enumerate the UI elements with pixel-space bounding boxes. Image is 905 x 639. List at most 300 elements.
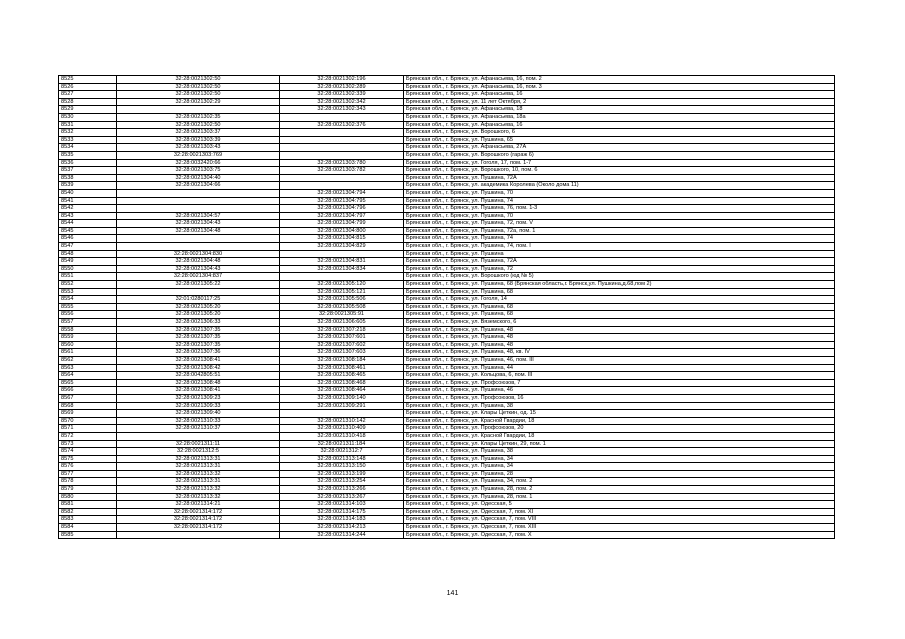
address-cell: Брянская обл., г. Брянск, ул. Пушкина, 34 (404, 455, 835, 463)
row-number-cell: 8560 (59, 341, 117, 349)
address-cell: Брянская обл., г. Брянск, ул. Пушкина, 76, пом. 1-3 (404, 205, 835, 213)
table-row (59, 364, 835, 372)
object-cadastral-number-cell: 32:28:0021302:376 (280, 121, 404, 129)
object-cadastral-number-cell: 32:28:0021314:183 (280, 516, 404, 524)
object-cadastral-number-cell: 32:28:0021304:800 (280, 227, 404, 235)
table-row (59, 356, 835, 364)
table-row (59, 478, 835, 486)
address-cell: Брянская обл., г. Брянск, ул. Пушкина, 68 (Брянская область,г. Брянск,ул. Пушкина,д.68,пом 2) (404, 281, 835, 289)
table-row (59, 174, 835, 182)
table-row (59, 303, 835, 311)
table-row (59, 136, 835, 144)
row-number-cell: 8534 (59, 144, 117, 152)
row-number-cell: 8566 (59, 387, 117, 395)
table-row (59, 349, 835, 357)
row-number-cell: 8549 (59, 258, 117, 266)
address-cell: Брянская обл., г. Брянск, ул. Ворошкого, 10, пом. 6 (404, 167, 835, 175)
land-cadastral-number-cell (117, 106, 280, 114)
table-row (59, 273, 835, 281)
object-cadastral-number-cell (280, 410, 404, 418)
address-cell: Брянская обл., г. Брянск, ул. Кольцова, 6, пом. III (404, 372, 835, 380)
table-row (59, 470, 835, 478)
object-cadastral-number-cell: 32:28:0021314:213 (280, 524, 404, 532)
land-cadastral-number-cell: 32:28:0021307:35 (117, 334, 280, 342)
row-number-cell: 8538 (59, 174, 117, 182)
row-number-cell: 8568 (59, 402, 117, 410)
address-cell: Брянская обл., г. Брянск, ул. Красной Гвардии, 18 (404, 432, 835, 440)
page-number: 141 (446, 590, 459, 597)
address-cell: Брянская обл., г. Брянск, ул. академика Королева (Около дома 11) (404, 182, 835, 190)
land-cadastral-number-cell: 32:28:0021313:31 (117, 463, 280, 471)
table-row (59, 417, 835, 425)
object-cadastral-number-cell: 32:28:0021304:799 (280, 220, 404, 228)
address-cell: Брянская обл., г. Брянск, ул. Одесская, 5 (404, 501, 835, 509)
table-row (59, 448, 835, 456)
land-cadastral-number-cell: 32:28:0021303:769 (117, 151, 280, 159)
row-number-cell: 8567 (59, 394, 117, 402)
land-cadastral-number-cell: 32:28:0021307:35 (117, 326, 280, 334)
row-number-cell: 8529 (59, 106, 117, 114)
table-row (59, 524, 835, 532)
land-cadastral-number-cell: 32:28:0021304:43 (117, 265, 280, 273)
table-row (59, 432, 835, 440)
table-row (59, 463, 835, 471)
land-cadastral-number-cell: 32:28:0021310:37 (117, 425, 280, 433)
row-number-cell: 8585 (59, 531, 117, 539)
address-cell: Брянская обл., г. Брянск, ул. Афанасьева, 16, пом. 3 (404, 83, 835, 91)
row-number-cell: 8536 (59, 159, 117, 167)
table-row (59, 334, 835, 342)
cadastral-table-body (59, 76, 835, 539)
object-cadastral-number-cell: 32:28:0021307:602 (280, 341, 404, 349)
row-number-cell: 8578 (59, 478, 117, 486)
object-cadastral-number-cell: 32:28:0021313:254 (280, 478, 404, 486)
object-cadastral-number-cell: 32:28:0021304:831 (280, 258, 404, 266)
table-row (59, 205, 835, 213)
land-cadastral-number-cell: 32:28:0021308:41 (117, 356, 280, 364)
table-row (59, 151, 835, 159)
object-cadastral-number-cell: 32:28:0021305:121 (280, 288, 404, 296)
address-cell: Брянская обл., г. Брянск, ул. Пушкина, 72А (404, 258, 835, 266)
row-number-cell: 8555 (59, 303, 117, 311)
land-cadastral-number-cell: 32:28:0021308:48 (117, 379, 280, 387)
row-number-cell: 8558 (59, 326, 117, 334)
table-row (59, 159, 835, 167)
land-cadastral-number-cell (117, 288, 280, 296)
row-number-cell: 8564 (59, 372, 117, 380)
table-row (59, 91, 835, 99)
row-number-cell: 8544 (59, 220, 117, 228)
table-row (59, 113, 835, 121)
table-row (59, 167, 835, 175)
address-cell: Брянская обл., г. Брянск, ул. Пушкина, 74, пом. I (404, 243, 835, 251)
row-number-cell: 8535 (59, 151, 117, 159)
table-row (59, 227, 835, 235)
object-cadastral-number-cell: 32:28:0021312:7 (280, 448, 404, 456)
object-cadastral-number-cell: 32:28:0021314:244 (280, 531, 404, 539)
address-cell: Брянская обл., г. Брянск, ул. Профсоюзов, 7 (404, 379, 835, 387)
object-cadastral-number-cell: 32:28:0021302:289 (280, 83, 404, 91)
land-cadastral-number-cell: 32:28:0021308:42 (117, 364, 280, 372)
cadastral-table (58, 75, 835, 539)
table-row (59, 121, 835, 129)
land-cadastral-number-cell: 32:28:0021305:22 (117, 281, 280, 289)
object-cadastral-number-cell: 32:28:0021313:266 (280, 486, 404, 494)
table-row (59, 281, 835, 289)
address-cell: Брянская обл., г. Брянск, ул. Ворошкого (юд № 5) (404, 273, 835, 281)
table-row (59, 493, 835, 501)
object-cadastral-number-cell (280, 273, 404, 281)
object-cadastral-number-cell: 32:28:0021307:601 (280, 334, 404, 342)
table-row (59, 319, 835, 327)
row-number-cell: 8575 (59, 455, 117, 463)
land-cadastral-number-cell: 32:28:0021309:40 (117, 410, 280, 418)
address-cell: Брянская обл., г. Брянск, ул. Пушкина, 38 (404, 402, 835, 410)
address-cell: Брянская обл., г. Брянск, ул. Пушкина, 70 (404, 212, 835, 220)
row-number-cell: 8559 (59, 334, 117, 342)
object-cadastral-number-cell: 32:28:0021304:794 (280, 189, 404, 197)
table-row (59, 501, 835, 509)
land-cadastral-number-cell: 32:28:0021307:36 (117, 349, 280, 357)
table-row (59, 410, 835, 418)
object-cadastral-number-cell (280, 174, 404, 182)
address-cell: Брянская обл., г. Брянск, ул. Пушкина, 72, пом. V (404, 220, 835, 228)
object-cadastral-number-cell: 32:28:0021308:464 (280, 387, 404, 395)
row-number-cell: 8572 (59, 432, 117, 440)
land-cadastral-number-cell: 32:28:0021307:35 (117, 341, 280, 349)
table-row (59, 296, 835, 304)
object-cadastral-number-cell: 32:28:0021305:508 (280, 303, 404, 311)
address-cell: Брянская обл., г. Брянск, ул. Пушкина, 28, пом. 1 (404, 493, 835, 501)
row-number-cell: 8573 (59, 440, 117, 448)
address-cell: Брянская обл., г. Брянск, ул. Одесская, 7, пом. XI (404, 508, 835, 516)
row-number-cell: 8526 (59, 83, 117, 91)
address-cell: Брянская обл., г. Брянск, ул. Пушкина, 48, кв. IV (404, 349, 835, 357)
land-cadastral-number-cell: 32:28:0021312:5 (117, 448, 280, 456)
address-cell: Брянская обл., г. Брянск, ул. Пушкина, 38 (404, 448, 835, 456)
row-number-cell: 8570 (59, 417, 117, 425)
row-number-cell: 8542 (59, 205, 117, 213)
address-cell: Брянская обл., г. Брянск, ул. Профсоюзов, 16 (404, 394, 835, 402)
table-row (59, 258, 835, 266)
table-row (59, 265, 835, 273)
table-row (59, 220, 835, 228)
row-number-cell: 8546 (59, 235, 117, 243)
object-cadastral-number-cell: 32:28:0021309:291 (280, 402, 404, 410)
address-cell: Брянская обл., г. Брянск, ул. Пушкина, 44 (404, 364, 835, 372)
address-cell: Брянская обл., г. Брянск, ул. Афанасьева, 18 (404, 106, 835, 114)
address-cell: Брянская обл., г. Брянск, ул. Афанасьева, 16 (404, 91, 835, 99)
address-cell: Брянская обл., г. Брянск, ул. 11 лет Октября, 2 (404, 98, 835, 106)
land-cadastral-number-cell: 32:28:0021313:31 (117, 455, 280, 463)
land-cadastral-number-cell: 32:28:0021303:75 (117, 167, 280, 175)
address-cell: Брянская обл., г. Брянск, ул. Пушкина, 46, пом. III (404, 356, 835, 364)
land-cadastral-number-cell: 32:28:0021314:172 (117, 524, 280, 532)
row-number-cell: 8569 (59, 410, 117, 418)
address-cell: Брянская обл., г. Брянск, ул. Красной Гвардии, 18 (404, 417, 835, 425)
object-cadastral-number-cell: 32:28:0021308:465 (280, 372, 404, 380)
row-number-cell: 8562 (59, 356, 117, 364)
row-number-cell: 8563 (59, 364, 117, 372)
address-cell: Брянская обл., г. Брянск, ул. Гоголя, 17, пом. 1-7 (404, 159, 835, 167)
row-number-cell: 8552 (59, 281, 117, 289)
address-cell: Брянская обл., г. Брянск, ул. Пушкина, 48 (404, 334, 835, 342)
row-number-cell: 8548 (59, 250, 117, 258)
object-cadastral-number-cell: 32:28:0021302:339 (280, 91, 404, 99)
object-cadastral-number-cell: 32:28:0021303:780 (280, 159, 404, 167)
address-cell: Брянская обл., г. Брянск, ул. Пушкина, 70 (404, 189, 835, 197)
row-number-cell: 8556 (59, 311, 117, 319)
land-cadastral-number-cell: 32:28:0021313:32 (117, 486, 280, 494)
land-cadastral-number-cell: 32:28:0021304:48 (117, 258, 280, 266)
address-cell: Брянская обл., г. Брянск, ул. Афанасьева, 18а (404, 113, 835, 121)
row-number-cell: 8576 (59, 463, 117, 471)
object-cadastral-number-cell: 32:28:0021308:468 (280, 379, 404, 387)
address-cell: Брянская обл., г. Брянск, ул. Пушкина, 46 (404, 387, 835, 395)
row-number-cell: 8551 (59, 273, 117, 281)
object-cadastral-number-cell: 32:28:0021305:120 (280, 281, 404, 289)
address-cell: Брянская обл., г. Брянск, ул. Пушкина, 68 (404, 288, 835, 296)
land-cadastral-number-cell (117, 197, 280, 205)
land-cadastral-number-cell: 32:28:0021302:50 (117, 76, 280, 84)
row-number-cell: 8545 (59, 227, 117, 235)
object-cadastral-number-cell: 32:28:0021313:267 (280, 493, 404, 501)
object-cadastral-number-cell: 32:28:0021307:603 (280, 349, 404, 357)
address-cell: Брянская обл., г. Брянск, ул. Профсоюзов, 20 (404, 425, 835, 433)
land-cadastral-number-cell (117, 243, 280, 251)
object-cadastral-number-cell: 32:28:0021304:834 (280, 265, 404, 273)
row-number-cell: 8550 (59, 265, 117, 273)
land-cadastral-number-cell: 32:28:0021303:43 (117, 144, 280, 152)
row-number-cell: 8533 (59, 136, 117, 144)
row-number-cell: 8554 (59, 296, 117, 304)
address-cell: Брянская обл., г. Брянск, ул. Пушкина, 65 (404, 136, 835, 144)
land-cadastral-number-cell: 32:28:0021304:48 (117, 227, 280, 235)
address-cell: Брянская обл., г. Брянск, ул. Клары Цеткин, 29, пом. 1 (404, 440, 835, 448)
land-cadastral-number-cell: 32:28:0021305:20 (117, 311, 280, 319)
land-cadastral-number-cell: 32:28:0021313:31 (117, 478, 280, 486)
table-row (59, 182, 835, 190)
address-cell: Брянская обл., г. Брянск, ул. Гоголя, 14 (404, 296, 835, 304)
address-cell: Брянская обл., г. Брянск, ул. Пушкина, 72 (404, 265, 835, 273)
land-cadastral-number-cell: 32:28:0021311:11 (117, 440, 280, 448)
table-row (59, 144, 835, 152)
table-row (59, 129, 835, 137)
table-row (59, 83, 835, 91)
object-cadastral-number-cell: 32:28:0021314:103 (280, 501, 404, 509)
land-cadastral-number-cell: 32:28:0021302:50 (117, 121, 280, 129)
address-cell: Брянская обл., г. Брянск, ул. Пушкина, 68 (404, 303, 835, 311)
table-row (59, 243, 835, 251)
land-cadastral-number-cell: 32:28:0021303:39 (117, 136, 280, 144)
table-row (59, 394, 835, 402)
land-cadastral-number-cell: 32:28:0021302:35 (117, 113, 280, 121)
row-number-cell: 8574 (59, 448, 117, 456)
object-cadastral-number-cell (280, 151, 404, 159)
land-cadastral-number-cell: 32:28:0021304:830 (117, 250, 280, 258)
address-cell: Брянская обл., г. Брянск, ул. Вяземского, 6 (404, 319, 835, 327)
address-cell: Брянская обл., г. Брянск, ул. Одесская, 7, пом. VIII (404, 516, 835, 524)
object-cadastral-number-cell: 32:28:0021306:605 (280, 319, 404, 327)
row-number-cell: 8561 (59, 349, 117, 357)
object-cadastral-number-cell (280, 250, 404, 258)
land-cadastral-number-cell: 32:28:0021314:172 (117, 508, 280, 516)
land-cadastral-number-cell: 32:28:0021310:33 (117, 417, 280, 425)
object-cadastral-number-cell: 32:28:0021304:795 (280, 197, 404, 205)
address-cell: Брянская обл., г. Брянск, ул. Пушкина, 28, пом. 2 (404, 486, 835, 494)
table-row (59, 98, 835, 106)
land-cadastral-number-cell: 32:28:0021309:33 (117, 402, 280, 410)
table-row (59, 379, 835, 387)
row-number-cell: 8525 (59, 76, 117, 84)
row-number-cell: 8580 (59, 493, 117, 501)
object-cadastral-number-cell: 32:28:0021309:140 (280, 394, 404, 402)
object-cadastral-number-cell: 32:28:0021313:199 (280, 470, 404, 478)
address-cell: Брянская обл., г. Брянск, ул. Пушкина, 72а, пом. 1 (404, 227, 835, 235)
object-cadastral-number-cell: 32:28:0021304:797 (280, 212, 404, 220)
object-cadastral-number-cell: 32:28:0021305:506 (280, 296, 404, 304)
object-cadastral-number-cell: 32:28:0021310:418 (280, 432, 404, 440)
object-cadastral-number-cell (280, 144, 404, 152)
land-cadastral-number-cell: 32:01:0280117:25 (117, 296, 280, 304)
row-number-cell: 8581 (59, 501, 117, 509)
object-cadastral-number-cell: 32:28:0021304:829 (280, 243, 404, 251)
table-row (59, 250, 835, 258)
table-row (59, 212, 835, 220)
object-cadastral-number-cell: 32:28:0021302:342 (280, 98, 404, 106)
table-row (59, 531, 835, 539)
object-cadastral-number-cell (280, 182, 404, 190)
row-number-cell: 8539 (59, 182, 117, 190)
land-cadastral-number-cell (117, 235, 280, 243)
land-cadastral-number-cell: 32:28:0042805:51 (117, 372, 280, 380)
land-cadastral-number-cell: 32:28:0021313:32 (117, 470, 280, 478)
land-cadastral-number-cell: 32:28:0021313:32 (117, 493, 280, 501)
table-row (59, 516, 835, 524)
land-cadastral-number-cell: 32:28:0021304:837 (117, 273, 280, 281)
table-row (59, 189, 835, 197)
land-cadastral-number-cell: 32:28:0021302:50 (117, 83, 280, 91)
row-number-cell: 8553 (59, 288, 117, 296)
address-cell: Брянская обл., г. Брянск, ул. Одесская, 7, пом. XIII (404, 524, 835, 532)
table-row (59, 455, 835, 463)
address-cell: Брянская обл., г. Брянск, ул. Пушкина, 68 (404, 311, 835, 319)
table-row (59, 341, 835, 349)
row-number-cell: 8557 (59, 319, 117, 327)
land-cadastral-number-cell: 32:28:0021305:20 (117, 303, 280, 311)
land-cadastral-number-cell: 32:28:0021314:21 (117, 501, 280, 509)
table-row (59, 106, 835, 114)
land-cadastral-number-cell: 32:28:0021303:37 (117, 129, 280, 137)
address-cell: Брянская обл., г. Брянск, ул. Афанасьева, 16, пом. 2 (404, 76, 835, 84)
address-cell: Брянская обл., г. Брянск, ул. Клары Цеткин, од. 15 (404, 410, 835, 418)
table-row (59, 197, 835, 205)
object-cadastral-number-cell: 32:28:0021304:796 (280, 205, 404, 213)
address-cell: Брянская обл., г. Брянск, ул. Одесская, 7, пом. X (404, 531, 835, 539)
table-row (59, 326, 835, 334)
table-row (59, 311, 835, 319)
row-number-cell: 8532 (59, 129, 117, 137)
land-cadastral-number-cell: 32:28:0021309:23 (117, 394, 280, 402)
address-cell: Брянская обл., г. Брянск, ул. Пушкина, 34 (404, 463, 835, 471)
address-cell: Брянская обл., г. Брянск, ул. Пушкина, 72А (404, 174, 835, 182)
table-row (59, 486, 835, 494)
object-cadastral-number-cell: 32:28:0021313:150 (280, 463, 404, 471)
address-cell: Брянская обл., г. Брянск, ул. Ворошкого, 6 (404, 129, 835, 137)
row-number-cell: 8530 (59, 113, 117, 121)
object-cadastral-number-cell: 32:28:0021310:409 (280, 425, 404, 433)
row-number-cell: 8528 (59, 98, 117, 106)
row-number-cell: 8577 (59, 470, 117, 478)
object-cadastral-number-cell (280, 136, 404, 144)
table-row (59, 76, 835, 84)
land-cadastral-number-cell: 32:28:0021306:33 (117, 319, 280, 327)
object-cadastral-number-cell: 32:28:0021308:461 (280, 364, 404, 372)
row-number-cell: 8541 (59, 197, 117, 205)
row-number-cell: 8582 (59, 508, 117, 516)
table-row (59, 372, 835, 380)
land-cadastral-number-cell: 32:28:0021302:50 (117, 91, 280, 99)
row-number-cell: 8583 (59, 516, 117, 524)
row-number-cell: 8540 (59, 189, 117, 197)
row-number-cell: 8565 (59, 379, 117, 387)
object-cadastral-number-cell: 32:28:0021311:184 (280, 440, 404, 448)
object-cadastral-number-cell (280, 113, 404, 121)
object-cadastral-number-cell: 32:28:0021302:343 (280, 106, 404, 114)
table-row (59, 508, 835, 516)
table-row (59, 440, 835, 448)
object-cadastral-number-cell: 32:28:0021303:782 (280, 167, 404, 175)
row-number-cell: 8584 (59, 524, 117, 532)
table-row (59, 402, 835, 410)
address-cell: Брянская обл., г. Брянск, ул. Пушкина, 74 (404, 197, 835, 205)
table-row (59, 387, 835, 395)
table-row (59, 235, 835, 243)
address-cell: Брянская обл., г. Брянск, ул. Пушкина, 74 (404, 235, 835, 243)
land-cadastral-number-cell: 32:28:0021314:172 (117, 516, 280, 524)
address-cell: Брянская обл., г. Брянск, ул. Пушкина, 28 (404, 470, 835, 478)
address-cell: Брянская обл., г. Брянск, ул. Пушкина, 34, пом. 2 (404, 478, 835, 486)
object-cadastral-number-cell: 32:28:0021302:196 (280, 76, 404, 84)
row-number-cell: 8543 (59, 212, 117, 220)
land-cadastral-number-cell: 32:28:0021304:43 (117, 220, 280, 228)
address-cell: Брянская обл., г. Брянск, ул. Пушкина, 48 (404, 326, 835, 334)
land-cadastral-number-cell (117, 189, 280, 197)
row-number-cell: 8531 (59, 121, 117, 129)
address-cell: Брянская обл., г. Брянск, ул. Пушкина (404, 250, 835, 258)
address-cell: Брянская обл., г. Брянск, ул. Афанасьева, 16 (404, 121, 835, 129)
object-cadastral-number-cell: 32:28:0021307:218 (280, 326, 404, 334)
land-cadastral-number-cell (117, 432, 280, 440)
object-cadastral-number-cell: 32:28:0021304:815 (280, 235, 404, 243)
land-cadastral-number-cell: 32:28:0021304:40 (117, 174, 280, 182)
address-cell: Брянская обл., г. Брянск, ул. Афанасьева, 27А (404, 144, 835, 152)
land-cadastral-number-cell (117, 531, 280, 539)
object-cadastral-number-cell: 32:28:0021308:184 (280, 356, 404, 364)
row-number-cell: 8579 (59, 486, 117, 494)
object-cadastral-number-cell: 32:28:0021310:142 (280, 417, 404, 425)
object-cadastral-number-cell: 32:28:0021313:148 (280, 455, 404, 463)
land-cadastral-number-cell: 32:28:0021304:66 (117, 182, 280, 190)
table-row (59, 425, 835, 433)
land-cadastral-number-cell: 32:28:0021302:29 (117, 98, 280, 106)
object-cadastral-number-cell: 32:28:0021305:91 (280, 311, 404, 319)
row-number-cell: 8571 (59, 425, 117, 433)
land-cadastral-number-cell (117, 205, 280, 213)
row-number-cell: 8527 (59, 91, 117, 99)
row-number-cell: 8537 (59, 167, 117, 175)
object-cadastral-number-cell (280, 129, 404, 137)
